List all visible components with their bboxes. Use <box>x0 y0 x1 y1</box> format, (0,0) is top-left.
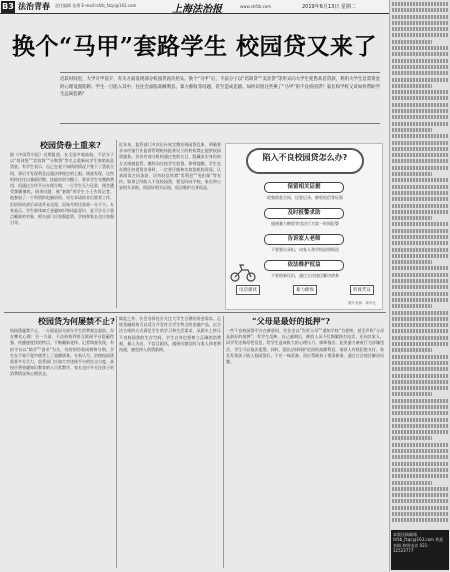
tag-transfer-receipt: 转账凭证 <box>350 285 374 295</box>
sidebar-line <box>392 2 449 6</box>
sidebar-line <box>392 216 432 220</box>
infographic <box>225 143 383 310</box>
page-headline: 换个“马甲”套路学生 校园贷又来了 <box>12 33 377 60</box>
sidebar-line <box>392 248 449 252</box>
sidebar-line <box>392 166 449 170</box>
image-credit: 图片来源：新华社 <box>348 301 376 305</box>
sidebar-line <box>392 21 449 25</box>
sidebar-line <box>392 134 449 138</box>
sidebar-line <box>392 90 449 94</box>
sidebar-line <box>392 411 449 415</box>
sidebar-line <box>392 285 449 289</box>
sidebar-line <box>392 260 432 264</box>
subhead-parents-collateral: “父母是最好的抵押”? <box>252 316 330 326</box>
sidebar-line <box>392 355 449 359</box>
column-divider <box>116 140 117 308</box>
sidebar-line <box>392 430 449 434</box>
sidebar-line <box>392 15 449 19</box>
sidebar-line <box>392 361 449 365</box>
sidebar-line <box>392 141 449 145</box>
sidebar-line <box>392 462 449 466</box>
sidebar-line <box>392 481 432 485</box>
sidebar-line <box>392 122 449 126</box>
sidebar-line <box>392 27 449 31</box>
article-column-left-top: 据《中国青年报》近期报道，在全国多地高校，不法分子以“培训贷”“美容贷”“分期贷”等名义重新向学生推销高息贷款。有学生表示，自己在毫不知情的情况下签下了贷款合同，事后才发现利息远超法律规定的上限。调查发现，这些机构往往以兼职招聘、技能培训为幌子，要求学生先缴纳费用，再通过合作平台办理分期，一旦学生无力还款，便会遭受频繁催收。同类问题：被“套路”的学生小王告诉记者，他参加了一个所谓的电脑培训，对方承诺结业后推荐工作，但培训结束后承诺并未兑现，而每月的还款却一分不少。专家表示，学生群体缺乏金融知识和风险意识，是不法分子重点瞄准的对象，相关部门应加强监管，学校和家长也应加强引导。 <box>10 152 114 226</box>
sidebar-line <box>392 317 449 321</box>
sidebar-line <box>392 298 449 302</box>
sidebar-line <box>392 172 432 176</box>
sidebar-line <box>392 33 449 37</box>
sidebar-line <box>392 84 432 88</box>
sidebar-line <box>392 229 449 233</box>
sidebar-text-lines <box>392 2 449 525</box>
sidebar-line <box>392 71 449 75</box>
sidebar-line <box>392 443 449 447</box>
sidebar-line <box>392 304 432 308</box>
section-name: 法治青春 <box>18 2 50 11</box>
sidebar-line <box>392 8 449 12</box>
sidebar-line <box>392 342 449 346</box>
infographic-note-4: 不要借新还旧，通过合法途径解决债务 <box>271 273 339 278</box>
article-column-mid-bottom: 除此之外，社会各界也应关注大学生合理的资金需求。正规金融机构可以适当开发符合学生特点的金融产品，以合法合规的方式满足学生的学习和生活需求，从源头上挤压不良校园贷的生存空间。学生自身也要树立正确的消费观，量入为出，不盲目跟风，遇到问题及时与家人和老师沟通，避免掉入借贷陷阱。 <box>119 316 221 353</box>
sidebar-line <box>392 493 449 497</box>
sidebar-line <box>392 292 449 296</box>
sidebar-line <box>392 499 449 503</box>
newspaper-url: www.shfzb.com <box>240 4 272 9</box>
sidebar-line <box>392 436 432 440</box>
editor-credit: 责任编辑 张熠 E-mail:lsfzb_fzqc@163.com <box>55 3 137 8</box>
sidebar-line <box>392 147 449 151</box>
scooter-icon <box>230 262 256 282</box>
sidebar-line <box>392 474 449 478</box>
infographic-note-2: 遇到暴力催收等违法行为第一时间报警 <box>271 221 339 226</box>
infographic-step-3: 告诉家人老师 <box>264 234 344 245</box>
infographic-note-3: 不要独自承担，向家人和学校说明情况 <box>271 247 339 252</box>
subhead-why-persistent: 校园贷为何屡禁不止? <box>38 316 115 326</box>
sidebar-line <box>392 40 432 44</box>
section-number-badge: B3 <box>2 2 14 11</box>
sidebar-line <box>392 418 449 422</box>
column-divider <box>116 316 117 568</box>
sidebar-line <box>392 424 449 428</box>
issue-date: 2019年6月13日 星期二 <box>302 4 356 10</box>
tag-violent-collection: 暴力催收 <box>293 285 317 295</box>
sidebar-line <box>392 115 449 119</box>
sidebar-contact-box: 本版投稿邮箱 lsfzb_fzqc@163.com 欢迎来稿 热线电话 021-32523777 <box>391 530 449 570</box>
sidebar-line <box>392 178 449 182</box>
sidebar-line <box>392 103 449 107</box>
sidebar-line <box>392 455 449 459</box>
sidebar-line <box>392 273 449 277</box>
sidebar-line <box>392 512 449 516</box>
masthead <box>0 0 450 14</box>
sidebar-line <box>392 279 449 283</box>
sidebar-line <box>392 367 449 371</box>
sidebar-line <box>392 323 449 327</box>
sidebar-line <box>392 380 449 384</box>
sidebar-line <box>392 449 449 453</box>
infographic-step-1: 保留相关证据 <box>264 182 344 193</box>
column-divider <box>223 316 224 568</box>
section-divider <box>4 312 386 313</box>
sidebar-line <box>392 348 432 352</box>
tag-harassment-calls: 电话骚扰 <box>236 285 260 295</box>
sidebar-column <box>389 0 450 572</box>
sidebar-line <box>392 386 449 390</box>
sidebar-line <box>392 59 449 63</box>
sidebar-line <box>392 235 449 239</box>
sidebar-line <box>392 254 449 258</box>
sidebar-line <box>392 197 449 201</box>
sidebar-line <box>392 204 449 208</box>
sidebar-line <box>392 185 449 189</box>
lead-paragraph: 近段时间里，大学开学前夕，有关方面发现部分校园贷再次抬头。换个“马甲”后，不法分子以“培训贷”“美容贷”等形式向大学生兜售高息贷款，利用大学生急需资金的心理设置陷阱。学生一旦陷入其中，往往会面临高额利息、暴力催收等问题，甚至造成悲剧。如何识别这些换了“马甲”的不良校园贷？家长和学校又该如何帮助学生远离套路？ <box>60 77 380 98</box>
sidebar-line <box>392 487 449 491</box>
sidebar-line <box>392 329 449 333</box>
article-column-left-bottom: 校园贷屡禁不止，一方面是因为部分学生消费观念超前，存在攀比心理；另一方面，不法机构利用互联网平台隐蔽性强、传播速度快的特点，不断翻新花样。记者调查发现，有的平台以“助学”“创业”为名，有的则伪装成购物分期，学生在不知不觉中便背上了高额债务。专家认为，治理校园贷需要多方合力，监管部门应加大对违规平台的打击力度，高校应将金融知识教育纳入日常教学，家长也应多关注孩子的消费情况和心理状态。 <box>10 328 114 377</box>
infographic-note-1: 收集借款合同、还款记录、催收短信等证据 <box>267 195 343 200</box>
infographic-tags <box>236 285 374 295</box>
sidebar-line <box>392 210 449 214</box>
sidebar-line <box>392 374 449 378</box>
sidebar-line <box>392 311 449 315</box>
sidebar-line <box>392 159 449 163</box>
sidebar-line <box>392 109 449 113</box>
sidebar-line <box>392 399 449 403</box>
subhead-loan-returns: 校园贷卷土重来? <box>40 140 101 150</box>
lead-paragraph-box <box>60 72 380 124</box>
sidebar-line <box>392 128 432 132</box>
infographic-step-2: 及时报警求助 <box>264 208 344 219</box>
sidebar-line <box>392 266 449 270</box>
sidebar-line <box>392 65 449 69</box>
sidebar-line <box>392 468 449 472</box>
newspaper-title: 上海法治报 <box>172 4 222 15</box>
sidebar-line <box>392 46 449 50</box>
sidebar-line <box>392 153 449 157</box>
sidebar-line <box>392 518 449 522</box>
sidebar-line <box>392 392 432 396</box>
sidebar-line <box>392 506 449 510</box>
sidebar-line <box>392 241 449 245</box>
sidebar-line <box>392 191 449 195</box>
infographic-title: 陷入不良校园贷怎么办? <box>246 148 364 174</box>
infographic-step-4: 依法维护权益 <box>264 260 344 271</box>
sidebar-line <box>392 405 449 409</box>
article-column-right-bottom: 一些不良校园贷平台在催收时，往往会以“告诉父母”“通知学校”为要挟，甚至声称“父母是最好的抵押”。有学生反映，自己逾期后，催收人员不仅频繁拨打电话，还向其家人、同学发送侮辱性信息，给学生造成极大的心理压力。律师指出，此类暴力催收行为涉嫌违法，学生可以依法报警。同时，超出法律保护范围的高额利息，借款人有权拒绝支付。家长发现孩子陷入校园贷后，不应一味责备，而应帮助孩子理清债务，通过合法途径解决问题。 <box>226 328 384 365</box>
sidebar-line <box>392 222 449 226</box>
sidebar-line <box>392 52 449 56</box>
article-column-mid-top: 近年来，监管部门多次出台规定整治校园贷乱象，明确要求未经银行业监督管理机构批准设立的机构禁止提供校园贷服务。但仍有部分机构通过变换名目、隐藏真实身份的方式规避监管，继续向在校学生放贷。律师提醒，学生在办理任何借贷业务时，一定要仔细核实放贷机构资质，认真阅读合同条款，切勿轻信所谓“零利息”“免担保”等宣传。如果已经陷入不良校园贷，要及时向学校、家长和公安机关求助，保留好相关证据，依法维护自身权益。 <box>119 142 221 191</box>
sidebar-line <box>392 96 449 100</box>
sidebar-line <box>392 78 449 82</box>
sidebar-line <box>392 336 449 340</box>
